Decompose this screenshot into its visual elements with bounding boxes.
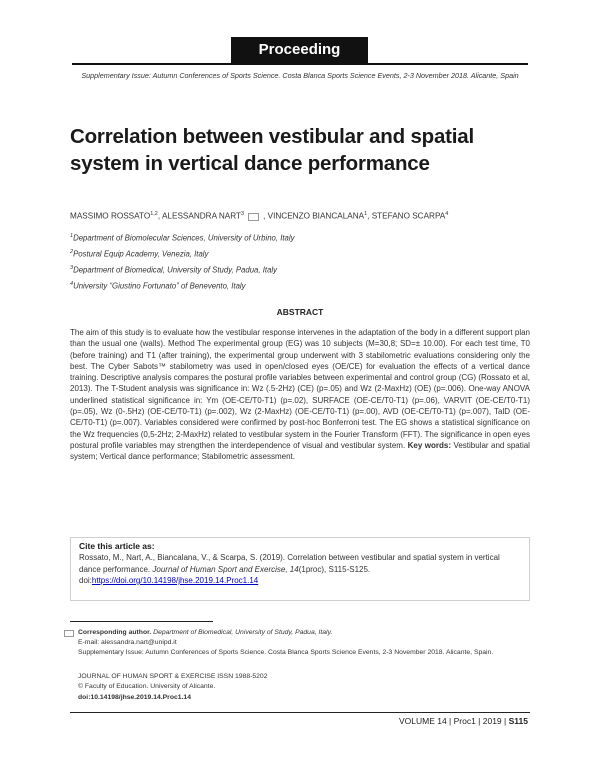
author-name: ALESSANDRA NART	[161, 211, 242, 221]
affiliation: $^2$Postural Equip Academy, Venezia, Italy	[70, 249, 209, 259]
footnote-doi: doi:10.14198/jhse.2019.14.Proc1.14	[78, 694, 191, 701]
author-name: VINCENZO BIANCALANA	[267, 211, 365, 221]
affiliation: $^4$University “Giustino Fortunato” of Benevento, Italy	[70, 281, 246, 291]
abstract-text: The aim of this study is to evaluate how the vestibular response intervenes in the adaptation of the body in a different support plan than the usual one (walls). Method The experimental group (EG) was 10 subjects (M=30,8; SD=± 10.00). For each test time, T0 (before training) and T1 (after training), the experimental group underwent with 3 stabilometric evaluations considering only the best. The Cyber Sabots™ stabilometry was used in open/closed eyes (OE/CE) for evaluation the effects of a vertical dance training. Descriptive analysis compares the postural profile variables between experimental and control group (CG) (Rossato et al, 2013). The T-Student analysis was significance in: Wz (.5-2Hz) (CE) (p=.05) and Wz (2-MaxHz) (OE) (p=.006). One-way ANOVA underlined statistical significance in: Ym (OE-CE/T0-T1) (p=.02), SURFACE (OE-CE/T0-T1) (p=.06), VARVIT (OE-CE/T0-T1) (p=.05), Wz (0-.5Hz) (OE-CE/T0-T1) (p=.002), Wz (2-MaxHz) (OE-CE/T0-T1) (p=.00), AVD (OE-CE/T0-T1) (p=.007), TalD (OE-CE/T0-T1) (p=.007). Variables considered were confirmed by post-hoc Bonferroni test. The EG shows a statistical significance on the Wz frequencies (0,5-2Hz; 2-MaxHz) related to vestibular system in the Fourier Transform (FFT). The significance in open eyes postural profile variables may strengthen the interdependence of visual and vestibular system. Key words: Vestibular and spatial system; Vertical dance performance; Stabilometric assessment.	[70, 328, 530, 462]
footnote-supplementary: Supplementary Issue: Autumn Conferences of Sports Science. Costa Blanca Sports Science Events, 2-3 November 2018. Alicante, Spain.	[78, 649, 494, 656]
envelope-icon	[64, 630, 74, 637]
footer-rule	[70, 712, 530, 713]
author-sup: 1,2	[150, 211, 158, 217]
doi-link[interactable]: https://doi.org/10.14198/jhse.2019.14.Proc1.14	[91, 576, 259, 585]
affiliation: $^1$Department of Biomolecular Sciences, University of Urbino, Italy	[70, 233, 295, 243]
keywords: Vestibular and spatial system; Vertical dance performance; Stabilometric assessment.	[70, 440, 530, 462]
affiliation: $^3$Department of Biomedical, University of Study, Padua, Italy	[70, 265, 278, 275]
footnote-faculty: © Faculty of Education. University of Alicante.	[78, 683, 216, 690]
abstract-heading: ABSTRACT	[276, 307, 324, 317]
author-sup: 4	[445, 211, 449, 217]
email[interactable]: E-mail: alessandra.nart@unipd.it	[78, 639, 177, 646]
author-name: MASSIMO ROSSATO	[70, 211, 151, 221]
footnote-rule	[70, 621, 213, 622]
article-title: Correlation between vestibular and spatial system in vertical dance performance	[70, 125, 474, 175]
author-name: STEFANO SCARPA	[371, 211, 446, 221]
envelope-icon[interactable]	[248, 213, 259, 221]
citation-text: Rossato, M., Nart, A., Biancalana, V., & Scarpa, S. (2019). Correlation between vestibular and spatial system in vertical dance performance. Journal of Human Sport and Exercise, 14(1proc), S115-S125. doi:https://doi.org/10.14198/jhse.2019.14.Proc1.14	[79, 553, 500, 585]
page-footer: VOLUME 14 | Proc1 | 2019 | S115	[398, 716, 528, 726]
header-rule	[72, 63, 528, 65]
author-list: MASSIMO ROSSATO$^{1,2}$, ALESSANDRA NART$^3$ , VINCENZO BIANCALANA$^1$, STEFANO SCARPA$^4$	[70, 211, 449, 221]
proceeding-banner: Proceeding	[231, 37, 368, 63]
supplementary-issue-note: Supplementary Issue: Autumn Conferences of Sports Science. Costa Blanca Sports Science Events, 2-3 November 2018. Alicante, Spain	[81, 71, 519, 80]
author-sup: 3	[241, 211, 245, 217]
page-number: S115	[508, 716, 528, 726]
citation-heading: Cite this article as:	[79, 541, 155, 551]
author-sup: 1	[364, 211, 368, 217]
footnote-journal: JOURNAL OF HUMAN SPORT & EXERCISE ISSN 1988-5202	[78, 673, 268, 680]
keywords-label: Key words	[407, 440, 449, 450]
corresponding-author: Corresponding author. Department of Biomedical, University of Study, Padua, Italy.	[78, 629, 333, 636]
